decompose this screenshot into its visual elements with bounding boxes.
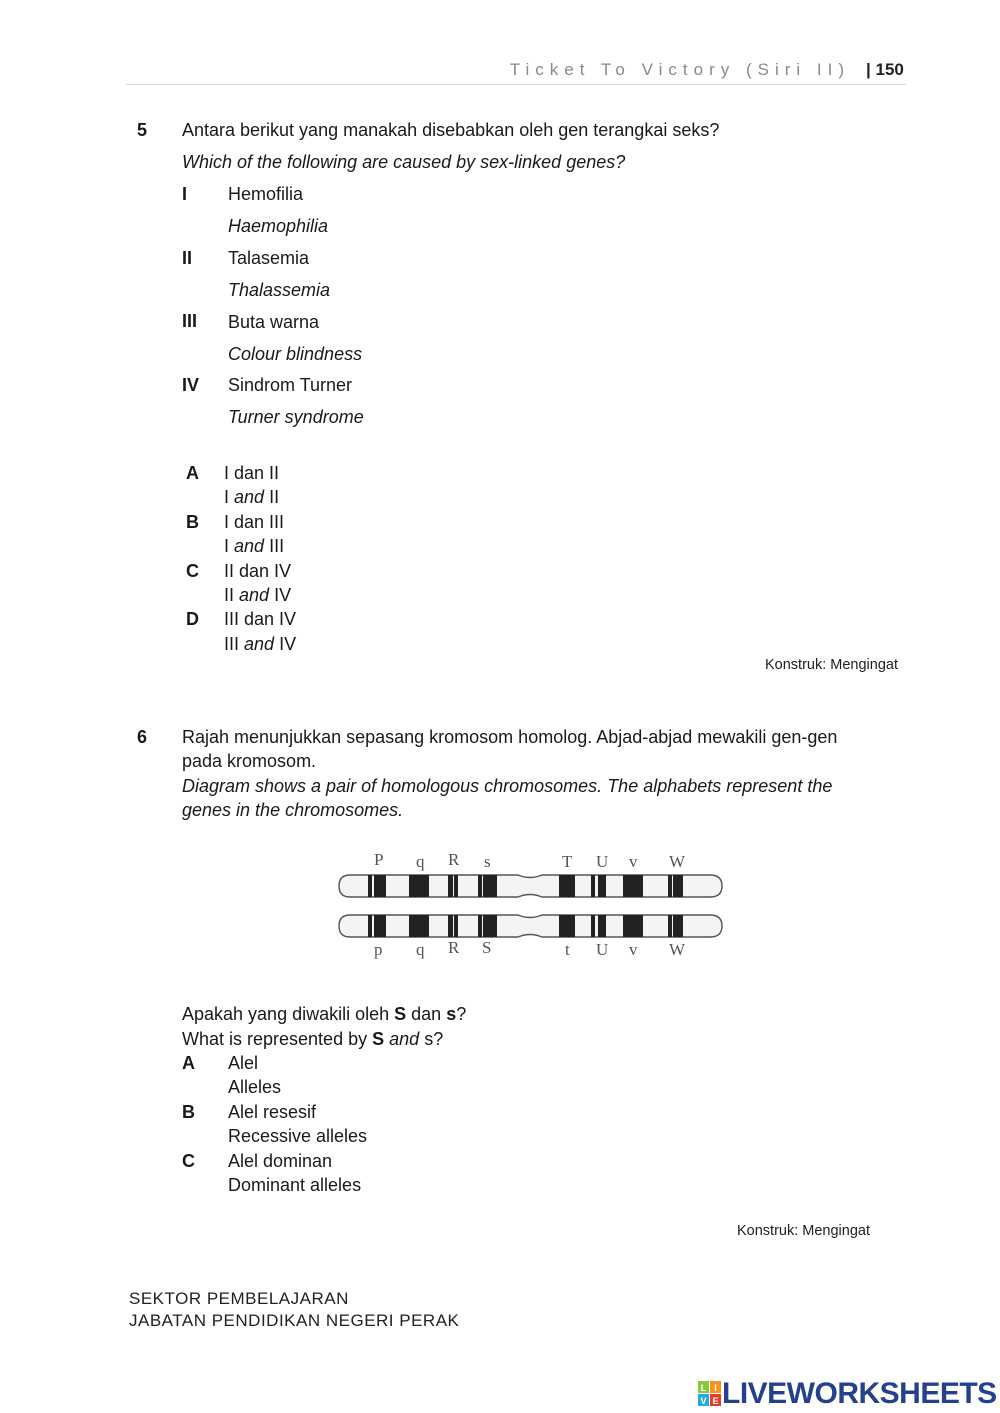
band: [478, 915, 482, 937]
chromosome-top: [339, 875, 722, 897]
gene-label-top: R: [448, 850, 460, 869]
gene-label-bottom: S: [482, 938, 492, 957]
gene-label-top: T: [562, 852, 573, 871]
liveworksheets-logo-icon: [698, 1381, 722, 1407]
q6-option-letter: A: [182, 1053, 195, 1073]
band: [591, 915, 595, 937]
band: [598, 915, 606, 937]
q5-item-ms: Talasemia: [228, 248, 310, 268]
q5-item-ms: Buta warna: [228, 312, 320, 332]
q5-item-en: Thalassemia: [228, 280, 331, 300]
q5-item-roman: I: [182, 184, 188, 204]
band: [478, 875, 482, 897]
footer-line-1: SEKTOR PEMBELAJARAN: [129, 1289, 349, 1308]
band: [559, 875, 575, 897]
q6-stem-en-2: genes in the chromosomes.: [182, 800, 404, 820]
page-number: | 150: [866, 60, 904, 79]
q5-item-roman: II: [182, 248, 193, 268]
q6-option-letter: C: [182, 1151, 195, 1171]
band: [454, 915, 458, 937]
q5-stem-en: Which of the following are caused by sex-linked genes?: [182, 152, 626, 172]
q6-stem-ms-2: pada kromosom.: [182, 751, 317, 771]
q5-option-en: III and IV: [224, 634, 297, 654]
q5-option-en: II and IV: [224, 585, 292, 605]
q5-option-ms: I dan II: [224, 463, 280, 483]
q5-item-roman: III: [182, 311, 198, 331]
q5-item-en: Turner syndrome: [228, 407, 364, 427]
q6-option-ms: Alel dominan: [228, 1151, 333, 1171]
chromosome-diagram: [330, 845, 730, 965]
q5-option-letter: D: [186, 609, 199, 629]
gene-label-top: s: [484, 852, 491, 871]
gene-label-bottom: R: [448, 938, 460, 957]
band: [668, 915, 672, 937]
q5-option-ms: III dan IV: [224, 609, 297, 629]
q5-option-en: I and II: [224, 487, 280, 507]
q6-option-en: Recessive alleles: [228, 1126, 368, 1146]
q5-item-roman: IV: [182, 375, 200, 395]
band: [409, 875, 429, 897]
liveworksheets-text: LIVEWORKSHEETS: [722, 1377, 997, 1410]
gene-label-bottom: t: [565, 940, 570, 959]
footer-line-2: JABATAN PENDIDIKAN NEGERI PERAK: [129, 1311, 460, 1330]
gene-label-bottom: q: [416, 940, 425, 959]
gene-label-top: W: [669, 852, 686, 871]
chromosome-bottom: [339, 915, 722, 937]
gene-label-bottom: U: [596, 940, 609, 959]
band: [623, 875, 643, 897]
q5-option-ms: I dan III: [224, 512, 285, 532]
gene-label-bottom: W: [669, 940, 686, 959]
logo-letter: I: [714, 1383, 717, 1393]
band: [673, 875, 683, 897]
q5-number: 5: [137, 120, 148, 140]
q6-stem-ms-1: Rajah menunjukkan sepasang kromosom homolog. Abjad-abjad mewakili gen-gen: [182, 727, 838, 747]
q5-option-letter: A: [186, 463, 199, 483]
logo-letter: E: [712, 1396, 719, 1406]
gene-label-bottom: p: [374, 940, 383, 959]
q5-option-letter: C: [186, 561, 199, 581]
gene-label-top: U: [596, 852, 609, 871]
band: [454, 875, 458, 897]
q6-construct: Konstruk: Mengingat: [737, 1223, 870, 1239]
band: [673, 915, 683, 937]
band: [448, 875, 453, 897]
q5-item-en: Haemophilia: [228, 216, 329, 236]
gene-label-top: q: [416, 852, 425, 871]
q6-option-en: Alleles: [228, 1077, 282, 1097]
q5-construct: Konstruk: Mengingat: [765, 657, 898, 673]
q6-option-letter: B: [182, 1102, 195, 1122]
band: [374, 915, 386, 937]
band: [598, 875, 606, 897]
q5-option-letter: B: [186, 512, 199, 532]
q5-option-ms: II dan IV: [224, 561, 292, 581]
liveworksheets-logo[interactable]: [698, 1376, 997, 1412]
band: [374, 875, 386, 897]
logo-letter: V: [700, 1396, 707, 1406]
band: [668, 875, 672, 897]
q5-item-ms: Sindrom Turner: [228, 375, 353, 395]
q6-question-en: What is represented by S and s?: [182, 1029, 444, 1049]
q5-stem-ms: Antara berikut yang manakah disebabkan oleh gen terangkai seks?: [182, 120, 720, 140]
header-title: Ticket To Victory (Siri II): [509, 60, 850, 79]
gene-label-bottom: v: [629, 940, 638, 959]
logo-letter: L: [700, 1383, 707, 1393]
band: [483, 875, 497, 897]
header-rule: [126, 84, 906, 85]
band: [368, 915, 372, 937]
gene-label-top: v: [629, 852, 638, 871]
q5-option-en: I and III: [224, 536, 285, 556]
band: [591, 875, 595, 897]
band: [368, 875, 372, 897]
band: [483, 915, 497, 937]
q6-question-ms: Apakah yang diwakili oleh S dan s?: [182, 1004, 467, 1024]
q5-item-ms: Hemofilia: [228, 184, 304, 204]
gene-label-top: P: [374, 850, 384, 869]
band: [448, 915, 453, 937]
q6-number: 6: [137, 727, 148, 747]
band: [623, 915, 643, 937]
q6-option-ms: Alel: [228, 1053, 259, 1073]
q6-option-ms: Alel resesif: [228, 1102, 317, 1122]
band: [559, 915, 575, 937]
q6-stem-en-1: Diagram shows a pair of homologous chromosomes. The alphabets represent the: [182, 776, 833, 796]
band: [409, 915, 429, 937]
q5-item-en: Colour blindness: [228, 344, 363, 364]
q6-option-en: Dominant alleles: [228, 1175, 362, 1195]
